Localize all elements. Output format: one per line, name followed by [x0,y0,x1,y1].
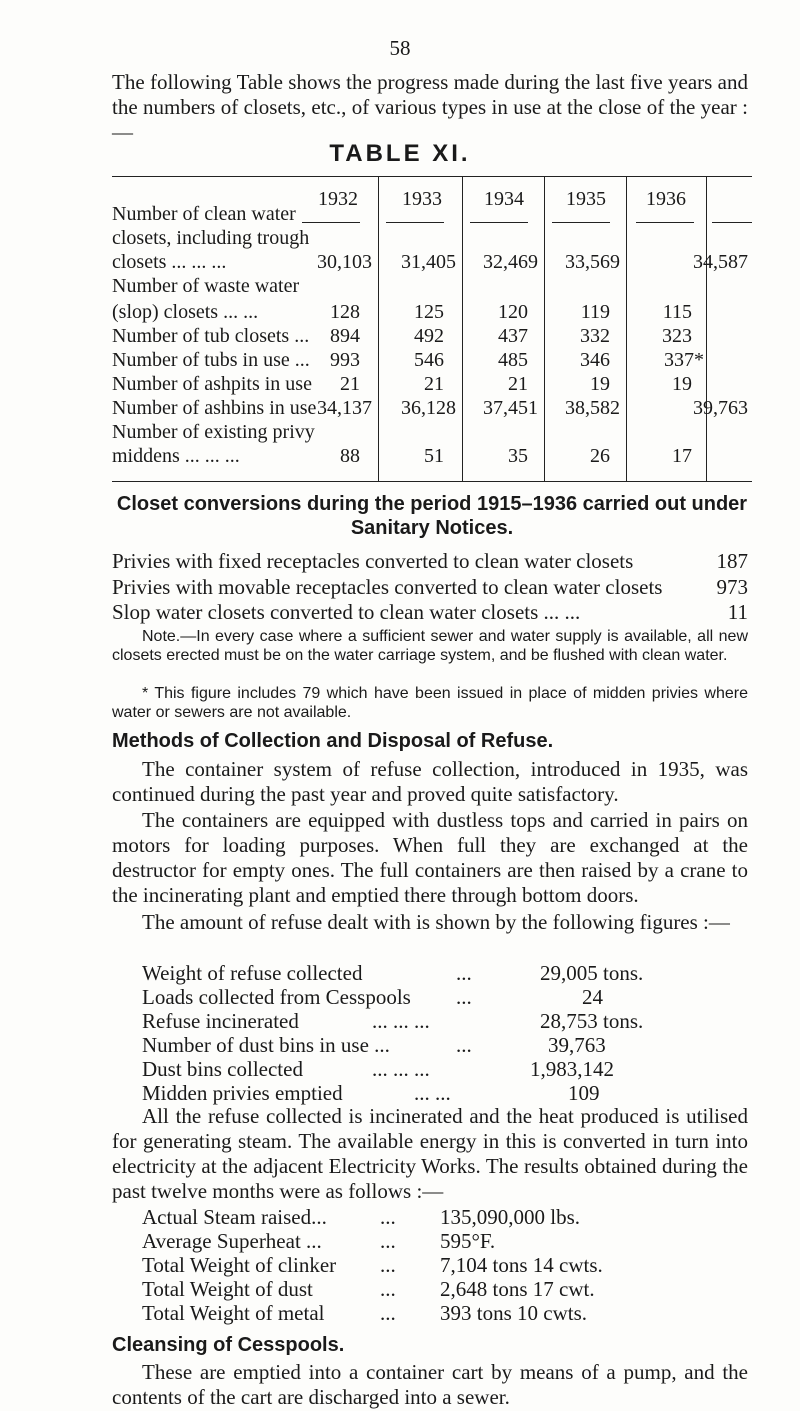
table-top-rule [112,176,752,177]
stat-label: Number of dust bins in use ... [142,1033,390,1057]
result-dots: ... [380,1229,396,1253]
cesspools-heading: Cleansing of Cesspools. [112,1334,345,1356]
stat-label: Loads collected from Cesspools [142,985,411,1009]
stat-dots: ... [456,961,472,985]
stat-dots: ... ... ... [372,1009,430,1033]
row-label: Number of ashbins in use [112,397,317,419]
row-label: Number of ashpits in use [112,373,312,395]
stat-value: 29,005 tons. [540,961,644,985]
stat-dots: ... [456,985,472,1009]
table-cell: 894 [330,325,360,347]
table-cell: 21 [508,373,528,395]
table-cell: 21 [340,373,360,395]
conversion-note: Note.—In every case where a sufficient sewer and water supply is available, all new closets erected must be on the water carriage system, and be flushed with clean water. [112,628,748,664]
result-dots: ... [380,1205,396,1229]
table-cell: 125 [414,301,444,323]
row-label: Number of tub closets ... [112,325,310,347]
result-value: 393 tons 10 cwts. [440,1301,587,1325]
stat-dots: ... [456,1033,472,1057]
table-cell: 21 [424,373,444,395]
result-dots: ... [380,1301,396,1325]
stat-label: Dust bins collected [142,1057,303,1081]
year-header: 1933 [402,188,442,210]
header-underline [712,222,752,223]
table-cell: 34,137 [317,397,372,419]
conversion-item [112,600,748,624]
table-cell: 437 [498,325,528,347]
methods-paragraph: The containers are equipped with dustless tops and carried in pairs on motors for loading purposes. When full they are exchanged at the destructor for empty ones. The full containers are then raised by a crane to the incinerating plant and emptied there through bottom doors. [112,808,748,907]
table-cell: 546 [414,349,444,371]
table-cell: 993 [330,349,360,371]
page-number: 58 [389,36,411,60]
table-column-divider [544,176,545,481]
table-column-divider [378,176,379,481]
table-cell: 31,405 [401,251,456,273]
result-dots: ... [380,1277,396,1301]
table-cell: 39,763 [693,397,748,419]
methods-heading: Methods of Collection and Disposal of Refuse. [112,730,554,752]
table-cell: 32,469 [483,251,538,273]
table-cell: 26 [590,445,610,467]
row-label: Number of existing privy [112,421,315,443]
result-label: Actual Steam raised... [142,1205,327,1229]
table-cell: 34,587 [693,251,748,273]
conversions-heading: Closet conversions during the period 1915–1936 carried out under [116,493,748,515]
table-cell: 35 [508,445,528,467]
table-cell: 36,128 [401,397,456,419]
table-cell: 33,569 [565,251,620,273]
cesspools-paragraph: These are emptied into a container cart by means of a pump, and the contents of the cart are discharged into a sewer. [112,1360,748,1409]
table-cell: 30,103 [317,251,372,273]
conversion-value: 973 [716,575,748,599]
result-dots: ... [380,1253,396,1277]
result-value: 135,090,000 lbs. [440,1205,581,1229]
table-cell: 485 [498,349,528,371]
table-cell: 17 [672,445,692,467]
row-label: Number of clean water [112,203,296,225]
table-cell: 119 [580,301,610,323]
table-column-divider [706,176,707,481]
row-label: closets ... ... ... [112,251,227,273]
conversion-footnote: * This figure includes 79 which have been issued in place of midden privies where water or sewers are not available. [112,685,748,721]
year-header: 1936 [646,188,686,210]
stat-value: 24 [582,985,603,1009]
stat-value: 1,983,142 [530,1057,614,1081]
header-underline [386,222,444,223]
table-cell: 346 [580,349,610,371]
row-label: Number of waste water [112,275,300,297]
result-label: Total Weight of metal [142,1301,325,1325]
stat-label: Weight of refuse collected [142,961,363,985]
table-column-divider [462,176,463,481]
stat-value: 39,763 [548,1033,606,1057]
conversion-value: 187 [716,549,748,573]
table-cell: 332 [580,325,610,347]
result-value: 595°F. [440,1229,496,1253]
table-cell: 492 [414,325,444,347]
table-cell: 337* [664,349,704,371]
stat-dots: ... ... [414,1081,451,1105]
methods-paragraph: All the refuse collected is incinerated and the heat produced is utilised for generating steam. The available energy in this is converted in turn into electricity at the adjacent Electricity Works. The results obtained during the past twelve months were as follows :— [112,1104,748,1203]
result-label: Total Weight of dust [142,1277,313,1301]
row-label: middens ... ... ... [112,445,240,467]
methods-paragraph: The container system of refuse collection, introduced in 1935, was continued during the past year and proved quite satisfactory. [112,757,748,806]
conversion-item [112,549,748,573]
conversion-value: 11 [727,600,748,624]
conversion-text: Privies with movable receptacles converted to clean water closets [112,575,663,599]
stat-label: Midden privies emptied [142,1081,343,1105]
table-cell: 19 [672,373,692,395]
result-label: Average Superheat ... [142,1229,322,1253]
row-label: Number of tubs in use ... [112,349,310,371]
stat-label: Refuse incinerated [142,1009,299,1033]
table-cell: 37,451 [483,397,538,419]
stat-value: 28,753 tons. [540,1009,644,1033]
table-cell: 88 [340,445,360,467]
conversions-heading-line2: Sanitary Notices. [350,517,514,539]
header-underline [302,222,360,223]
table-cell: 128 [330,301,360,323]
conversion-text: Slop water closets converted to clean water closets ... ... [112,600,581,624]
stat-value: 109 [568,1081,600,1105]
year-header: 1935 [566,188,606,210]
table-title: TABLE XI. [329,140,471,167]
header-underline [552,222,610,223]
row-label: closets, including trough [112,227,310,249]
conversion-item [112,575,748,599]
year-header: 1932 [318,188,358,210]
table-cell: 19 [590,373,610,395]
row-label: (slop) closets ... ... [112,301,259,323]
table-cell: 51 [424,445,444,467]
table-cell: 323 [662,325,692,347]
result-label: Total Weight of clinker [142,1253,337,1277]
table-cell: 120 [498,301,528,323]
year-header: 1934 [484,188,524,210]
header-underline [636,222,694,223]
methods-paragraph: The amount of refuse dealt with is shown by the following figures :— [142,910,730,934]
table-bottom-rule [112,481,752,482]
header-underline [470,222,528,223]
stat-dots: ... ... ... [372,1057,430,1081]
table-column-divider [626,176,627,481]
table-cell: 38,582 [565,397,620,419]
result-value: 2,648 tons 17 cwt. [440,1277,595,1301]
intro-paragraph: The following Table shows the progress made during the last five years and the numbers of closets, etc., of various types in use at the close of the year :— [112,70,748,144]
table-cell: 115 [662,301,692,323]
conversion-text: Privies with fixed receptacles converted to clean water closets [112,549,634,573]
result-value: 7,104 tons 14 cwts. [440,1253,603,1277]
